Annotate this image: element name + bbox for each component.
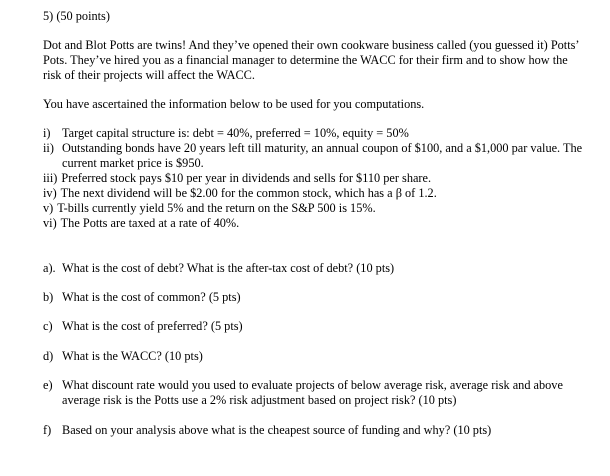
question-f	[43, 423, 583, 438]
fact-text: T-bills currently yield 5% and the return on the S&P 500 is 15%.	[57, 201, 376, 215]
question-letter: e)	[43, 378, 53, 392]
question-a	[43, 261, 583, 276]
question-text: What is the cost of common? (5 pts)	[62, 290, 241, 304]
info-intro-line: You have ascertained the information below to be used for you computations.	[43, 97, 425, 111]
question-letter: a).	[43, 261, 56, 275]
fact-text: Outstanding bonds have 20 years left till maturity, an annual coupon of $100, and a $1,000 par value. The current market price is $950.	[62, 141, 583, 170]
fact-item	[43, 186, 588, 201]
problem-heading: 5) (50 points)	[43, 9, 110, 23]
question-letter: d)	[43, 349, 54, 363]
fact-item	[43, 201, 588, 216]
fact-number: i)	[43, 126, 51, 140]
fact-text: Preferred stock pays $10 per year in dividends and sells for $110 per share.	[61, 171, 432, 185]
question-b	[43, 290, 583, 305]
fact-item	[43, 216, 588, 231]
question-text: What discount rate would you used to evaluate projects of below average risk, average risk and above average risk is the Potts use a 2% risk adjustment based on project risk? (10 pts)	[62, 378, 563, 407]
fact-item	[43, 141, 588, 171]
question-letter: c)	[43, 319, 53, 333]
question-e	[43, 378, 583, 408]
question-text: What is the cost of debt? What is the after-tax cost of debt? (10 pts)	[62, 261, 395, 275]
fact-item	[43, 171, 588, 186]
question-letter: f)	[43, 423, 52, 437]
question-text: Based on your analysis above what is the cheapest source of funding and why? (10 pts)	[62, 423, 492, 437]
question-text: What is the cost of preferred? (5 pts)	[62, 319, 243, 333]
fact-text: The next dividend will be $2.00 for the common stock, which has a β of 1.2.	[60, 186, 437, 200]
fact-text: The Potts are taxed at a rate of 40%.	[60, 216, 240, 230]
fact-number: iv)	[43, 186, 57, 200]
intro-paragraph: Dot and Blot Potts are twins! And they’ve opened their own cookware business called (you guessed it) Potts’ Pots. They’ve hired you as a financial manager to determine the WACC for their firm and to show how the risk of their projects will affect the WACC.	[43, 38, 579, 82]
fact-number: ii)	[43, 141, 54, 155]
fact-text: Target capital structure is: debt = 40%, preferred = 10%, equity = 50%	[62, 126, 409, 140]
fact-item	[43, 126, 588, 141]
question-text: What is the WACC? (10 pts)	[62, 349, 203, 363]
question-c	[43, 319, 583, 334]
given-information-list	[43, 126, 588, 231]
fact-number: iii)	[43, 171, 58, 185]
fact-number: v)	[43, 201, 54, 215]
question-d	[43, 349, 583, 364]
question-letter: b)	[43, 290, 54, 304]
fact-number: vi)	[43, 216, 57, 230]
